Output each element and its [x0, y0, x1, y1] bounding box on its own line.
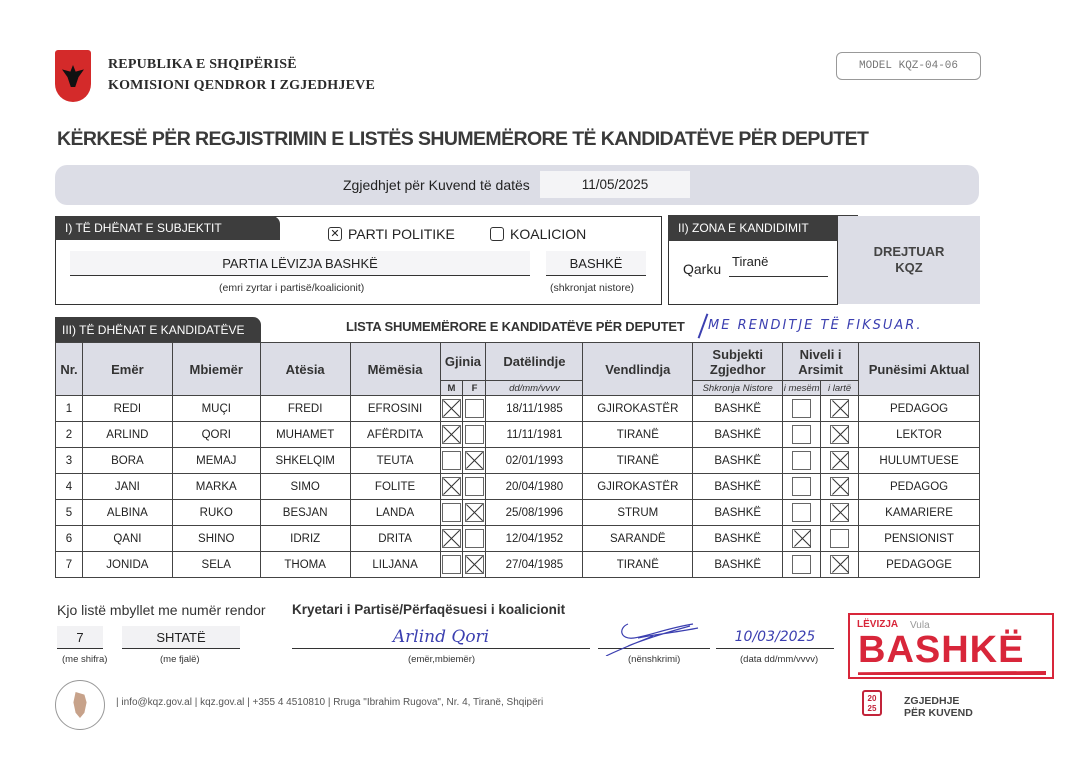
checked-box-icon: [442, 529, 461, 548]
cell-edu-high[interactable]: [821, 500, 859, 526]
qarku-field[interactable]: Tiranë: [729, 254, 828, 277]
cell-last-name[interactable]: MARKA: [172, 474, 260, 500]
closing-words-field[interactable]: SHTATË: [122, 626, 240, 649]
empty-box-icon: [465, 399, 484, 418]
cell-gender-m[interactable]: [440, 474, 463, 500]
cell-birthplace[interactable]: TIRANË: [583, 552, 693, 578]
cell-edu-mid[interactable]: [783, 448, 821, 474]
cell-nr[interactable]: 5: [56, 500, 83, 526]
checkbox-parti-politike[interactable]: [328, 226, 455, 242]
table-row: [56, 448, 980, 474]
cell-gender-f[interactable]: [463, 448, 486, 474]
cell-last-name[interactable]: QORI: [172, 422, 260, 448]
election-date-bar: [55, 165, 979, 205]
kqz-seal-icon: [55, 680, 105, 730]
cell-edu-high[interactable]: [821, 474, 859, 500]
cell-job[interactable]: KAMARIERE: [859, 500, 980, 526]
cell-birthdate[interactable]: 27/04/1985: [486, 552, 583, 578]
col-education: Niveli i Arsimit: [783, 343, 859, 381]
section-subject-data: [55, 216, 662, 305]
cell-birthplace[interactable]: GJIROKASTËR: [583, 396, 693, 422]
election-date-field[interactable]: 11/05/2025: [540, 171, 690, 198]
checked-box-icon: [830, 399, 849, 418]
election-2025-badge-icon: 20 25: [862, 690, 882, 716]
col-first-name: Emër: [82, 343, 172, 396]
section-candidacy-zone: [668, 215, 838, 305]
cell-gender-m[interactable]: [440, 552, 463, 578]
cell-subject[interactable]: BASHKË: [693, 422, 783, 448]
cell-subject[interactable]: BASHKË: [693, 396, 783, 422]
section-3-heading: III) TË DHËNAT E KANDIDATËVE: [55, 317, 261, 342]
cell-birthplace[interactable]: GJIROKASTËR: [583, 474, 693, 500]
cell-mother[interactable]: TEUTA: [350, 448, 440, 474]
col-last-name: Mbiemër: [172, 343, 260, 396]
cell-father[interactable]: SIMO: [260, 474, 350, 500]
cell-gender-f[interactable]: [463, 422, 486, 448]
cell-gender-m[interactable]: [440, 500, 463, 526]
handwritten-note: ME RENDITJE TË FIKSUAR.: [708, 318, 923, 333]
empty-box-icon: [465, 529, 484, 548]
checked-box-icon: [830, 503, 849, 522]
cell-last-name[interactable]: MEMAJ: [172, 448, 260, 474]
stamp-big-text: BASHKË: [858, 629, 1025, 671]
checked-box-icon: [830, 477, 849, 496]
cell-job[interactable]: PEDAGOG: [859, 396, 980, 422]
cell-last-name[interactable]: RUKO: [172, 500, 260, 526]
cell-nr[interactable]: 4: [56, 474, 83, 500]
table-row: [56, 396, 980, 422]
cell-father[interactable]: IDRIZ: [260, 526, 350, 552]
empty-box-icon: [792, 477, 811, 496]
albanian-coat-of-arms-icon: [55, 50, 91, 102]
col-birthdate: Datëlindje: [486, 343, 583, 381]
cell-edu-mid[interactable]: [783, 396, 821, 422]
empty-box-icon: [490, 227, 504, 241]
col-birthplace: Vendlindja: [583, 343, 693, 396]
cell-first-name[interactable]: JONIDA: [82, 552, 172, 578]
abbreviation-caption: (shkronjat nistore): [550, 282, 635, 294]
cell-birthdate[interactable]: 12/04/1952: [486, 526, 583, 552]
checked-box-icon: [465, 451, 484, 470]
section-1-heading: I) TË DHËNAT E SUBJEKTIT: [55, 216, 280, 240]
cell-birthdate[interactable]: 20/04/1980: [486, 474, 583, 500]
official-name-field[interactable]: PARTIA LËVIZJA BASHKË: [70, 251, 530, 276]
col-gender: Gjinia: [440, 343, 486, 381]
cell-subject[interactable]: BASHKË: [693, 448, 783, 474]
signature-scribble-icon: [598, 616, 710, 656]
albania-map-icon: [69, 692, 91, 718]
signatory-name-caption: (emër,mbiemër): [408, 654, 476, 665]
checked-box-icon: [442, 399, 461, 418]
cell-father[interactable]: SHKELQIM: [260, 448, 350, 474]
cell-subject[interactable]: BASHKË: [693, 526, 783, 552]
col-edu-mid: i mesëm: [783, 382, 820, 394]
party-stamp: [848, 613, 1054, 679]
cell-nr[interactable]: 2: [56, 422, 83, 448]
slogan-line2: PËR KUVEND: [904, 707, 973, 719]
cell-edu-high[interactable]: [821, 396, 859, 422]
cell-father[interactable]: BESJAN: [260, 500, 350, 526]
page-title: KËRKESË PËR REGJISTRIMIN E LISTËS SHUMEMËRORE TË KANDIDATËVE PËR DEPUTET: [57, 128, 869, 150]
addressed-to-line1: DREJTUAR: [873, 244, 945, 259]
table-row: [56, 474, 980, 500]
empty-box-icon: [792, 451, 811, 470]
election-slogan: [904, 695, 973, 719]
cell-nr[interactable]: 7: [56, 552, 83, 578]
cell-gender-m[interactable]: [440, 448, 463, 474]
cell-edu-high[interactable]: [821, 526, 859, 552]
cell-subject[interactable]: BASHKË: [693, 474, 783, 500]
republic-name: REPUBLIKA E SHQIPËRISË: [108, 57, 297, 72]
cell-birthdate[interactable]: 11/11/1981: [486, 422, 583, 448]
cell-mother[interactable]: AFËRDITA: [350, 422, 440, 448]
cell-gender-m[interactable]: [440, 422, 463, 448]
checkbox-koalicion[interactable]: [490, 226, 586, 242]
col-birthdate-format: dd/mm/vvvv: [486, 381, 583, 396]
commission-name: KOMISIONI QENDROR I ZGJEDHJEVE: [108, 78, 375, 93]
cell-job[interactable]: PENSIONIST: [859, 526, 980, 552]
cell-mother[interactable]: FOLITE: [350, 474, 440, 500]
checked-box-icon: [792, 529, 811, 548]
cell-first-name[interactable]: ALBINA: [82, 500, 172, 526]
words-caption: (me fjalë): [160, 654, 200, 665]
cell-edu-high[interactable]: [821, 448, 859, 474]
table-row: [56, 422, 980, 448]
cell-first-name[interactable]: QANI: [82, 526, 172, 552]
empty-box-icon: [792, 425, 811, 444]
empty-box-icon: [465, 425, 484, 444]
cell-gender-m[interactable]: [440, 526, 463, 552]
candidates-table: [55, 342, 980, 578]
checked-box-icon: [830, 425, 849, 444]
col-nr: Nr.: [56, 343, 83, 396]
list-title: LISTA SHUMEMËRORE E KANDIDATËVE PËR DEPUTET: [346, 319, 685, 334]
col-job: Punësimi Aktual: [859, 343, 980, 396]
cell-last-name[interactable]: SHINO: [172, 526, 260, 552]
slogan-line1: ZGJEDHJE: [904, 695, 960, 707]
eagle-icon: [62, 65, 84, 87]
table-row: [56, 500, 980, 526]
cell-last-name[interactable]: SELA: [172, 552, 260, 578]
cell-father[interactable]: FREDI: [260, 396, 350, 422]
footer-contact: | info@kqz.gov.al | kqz.gov.al | +355 4 4510810 | Rruga "Ibrahim Rugova", Nr. 4, Tiranë, Shqipëri: [116, 697, 544, 708]
cell-edu-mid[interactable]: [783, 500, 821, 526]
stamp-small-text: LËVIZJA: [857, 619, 899, 630]
cell-mother[interactable]: LILJANA: [350, 552, 440, 578]
signature-caption: (nënshkrimi): [628, 654, 681, 665]
closing-number-field[interactable]: 7: [57, 626, 103, 649]
empty-box-icon: [830, 529, 849, 548]
cell-birthplace[interactable]: TIRANË: [583, 422, 693, 448]
qarku-label: Qarku: [683, 261, 722, 277]
cell-birthplace[interactable]: TIRANË: [583, 448, 693, 474]
cell-father[interactable]: MUHAMET: [260, 422, 350, 448]
signatory-name-field[interactable]: Arlind Qori: [292, 626, 590, 649]
cell-first-name[interactable]: JANI: [82, 474, 172, 500]
empty-box-icon: [792, 503, 811, 522]
empty-box-icon: [792, 399, 811, 418]
section-2-heading: II) ZONA E KANDIDIMIT: [668, 215, 858, 241]
cell-edu-mid[interactable]: [783, 526, 821, 552]
table-row: [56, 552, 980, 578]
checked-box-icon: ✕: [328, 227, 342, 241]
stamp-placeholder: Vula: [910, 620, 930, 631]
election-date-label: Zgjedhjet për Kuvend të datës: [343, 177, 530, 193]
addressed-to-box: [838, 216, 980, 304]
empty-box-icon: [442, 555, 461, 574]
abbreviation-field[interactable]: BASHKË: [546, 251, 646, 276]
col-edu-high: i lartë: [821, 381, 859, 396]
cell-job[interactable]: LEKTOR: [859, 422, 980, 448]
handwritten-slash: [698, 313, 709, 338]
signature-field[interactable]: [598, 626, 710, 649]
official-name-caption: (emri zyrtar i partisë/koalicionit): [219, 282, 365, 294]
cell-edu-high[interactable]: [821, 422, 859, 448]
cell-subject[interactable]: BASHKË: [693, 500, 783, 526]
cell-mother[interactable]: LANDA: [350, 500, 440, 526]
empty-box-icon: [792, 555, 811, 574]
cell-first-name[interactable]: ARLIND: [82, 422, 172, 448]
empty-box-icon: [442, 451, 461, 470]
cell-job[interactable]: HULUMTUESE: [859, 448, 980, 474]
col-gender-f: F: [463, 381, 486, 396]
cell-first-name[interactable]: BORA: [82, 448, 172, 474]
checked-box-icon: [830, 451, 849, 470]
cell-birthplace[interactable]: STRUM: [583, 500, 693, 526]
checked-box-icon: [465, 555, 484, 574]
addressed-to-line2: KQZ: [895, 260, 923, 275]
col-subject: Subjekti Zgjedhor: [693, 343, 783, 381]
cell-gender-m[interactable]: [440, 396, 463, 422]
option-label: PARTI POLITIKE: [348, 226, 455, 242]
signature-date-field[interactable]: 10/03/2025: [716, 626, 834, 649]
cell-nr[interactable]: 6: [56, 526, 83, 552]
cell-mother[interactable]: EFROSINI: [350, 396, 440, 422]
cell-gender-f[interactable]: [463, 474, 486, 500]
cell-gender-f[interactable]: [463, 500, 486, 526]
checked-box-icon: [442, 425, 461, 444]
cell-job[interactable]: PEDAGOG: [859, 474, 980, 500]
cell-birthdate[interactable]: 18/11/1985: [486, 396, 583, 422]
cell-edu-mid[interactable]: [783, 474, 821, 500]
cell-subject[interactable]: BASHKË: [693, 552, 783, 578]
cell-father[interactable]: THOMA: [260, 552, 350, 578]
empty-box-icon: [442, 503, 461, 522]
cell-mother[interactable]: DRITA: [350, 526, 440, 552]
checked-box-icon: [442, 477, 461, 496]
cell-birthdate[interactable]: 02/01/1993: [486, 448, 583, 474]
closing-label: Kjo listë mbyllet me numër rendor: [57, 602, 266, 618]
signature-date-caption: (data dd/mm/vvvv): [740, 654, 819, 665]
table-row: [56, 526, 980, 552]
cell-job[interactable]: PEDAGOGE: [859, 552, 980, 578]
empty-box-icon: [465, 477, 484, 496]
cell-gender-f[interactable]: [463, 526, 486, 552]
cell-edu-mid[interactable]: [783, 552, 821, 578]
col-mother: Mëmësia: [350, 343, 440, 396]
cell-last-name[interactable]: MUÇI: [172, 396, 260, 422]
number-caption: (me shifra): [62, 654, 108, 665]
cell-birthdate[interactable]: 25/08/1996: [486, 500, 583, 526]
checked-box-icon: [465, 503, 484, 522]
cell-gender-f[interactable]: [463, 396, 486, 422]
cell-first-name[interactable]: REDI: [82, 396, 172, 422]
col-gender-m: M: [440, 381, 463, 396]
cell-birthplace[interactable]: SARANDË: [583, 526, 693, 552]
cell-nr[interactable]: 3: [56, 448, 83, 474]
cell-nr[interactable]: 1: [56, 396, 83, 422]
checked-box-icon: [830, 555, 849, 574]
cell-edu-mid[interactable]: [783, 422, 821, 448]
col-father: Atësia: [260, 343, 350, 396]
cell-edu-high[interactable]: [821, 552, 859, 578]
col-subject-sub: Shkronja Nistore: [693, 381, 783, 396]
signatory-label: Kryetari i Partisë/Përfaqësuesi i koalicionit: [292, 602, 566, 617]
model-code: MODEL KQZ-04-06: [836, 52, 981, 80]
option-label: KOALICION: [510, 226, 587, 242]
cell-gender-f[interactable]: [463, 552, 486, 578]
